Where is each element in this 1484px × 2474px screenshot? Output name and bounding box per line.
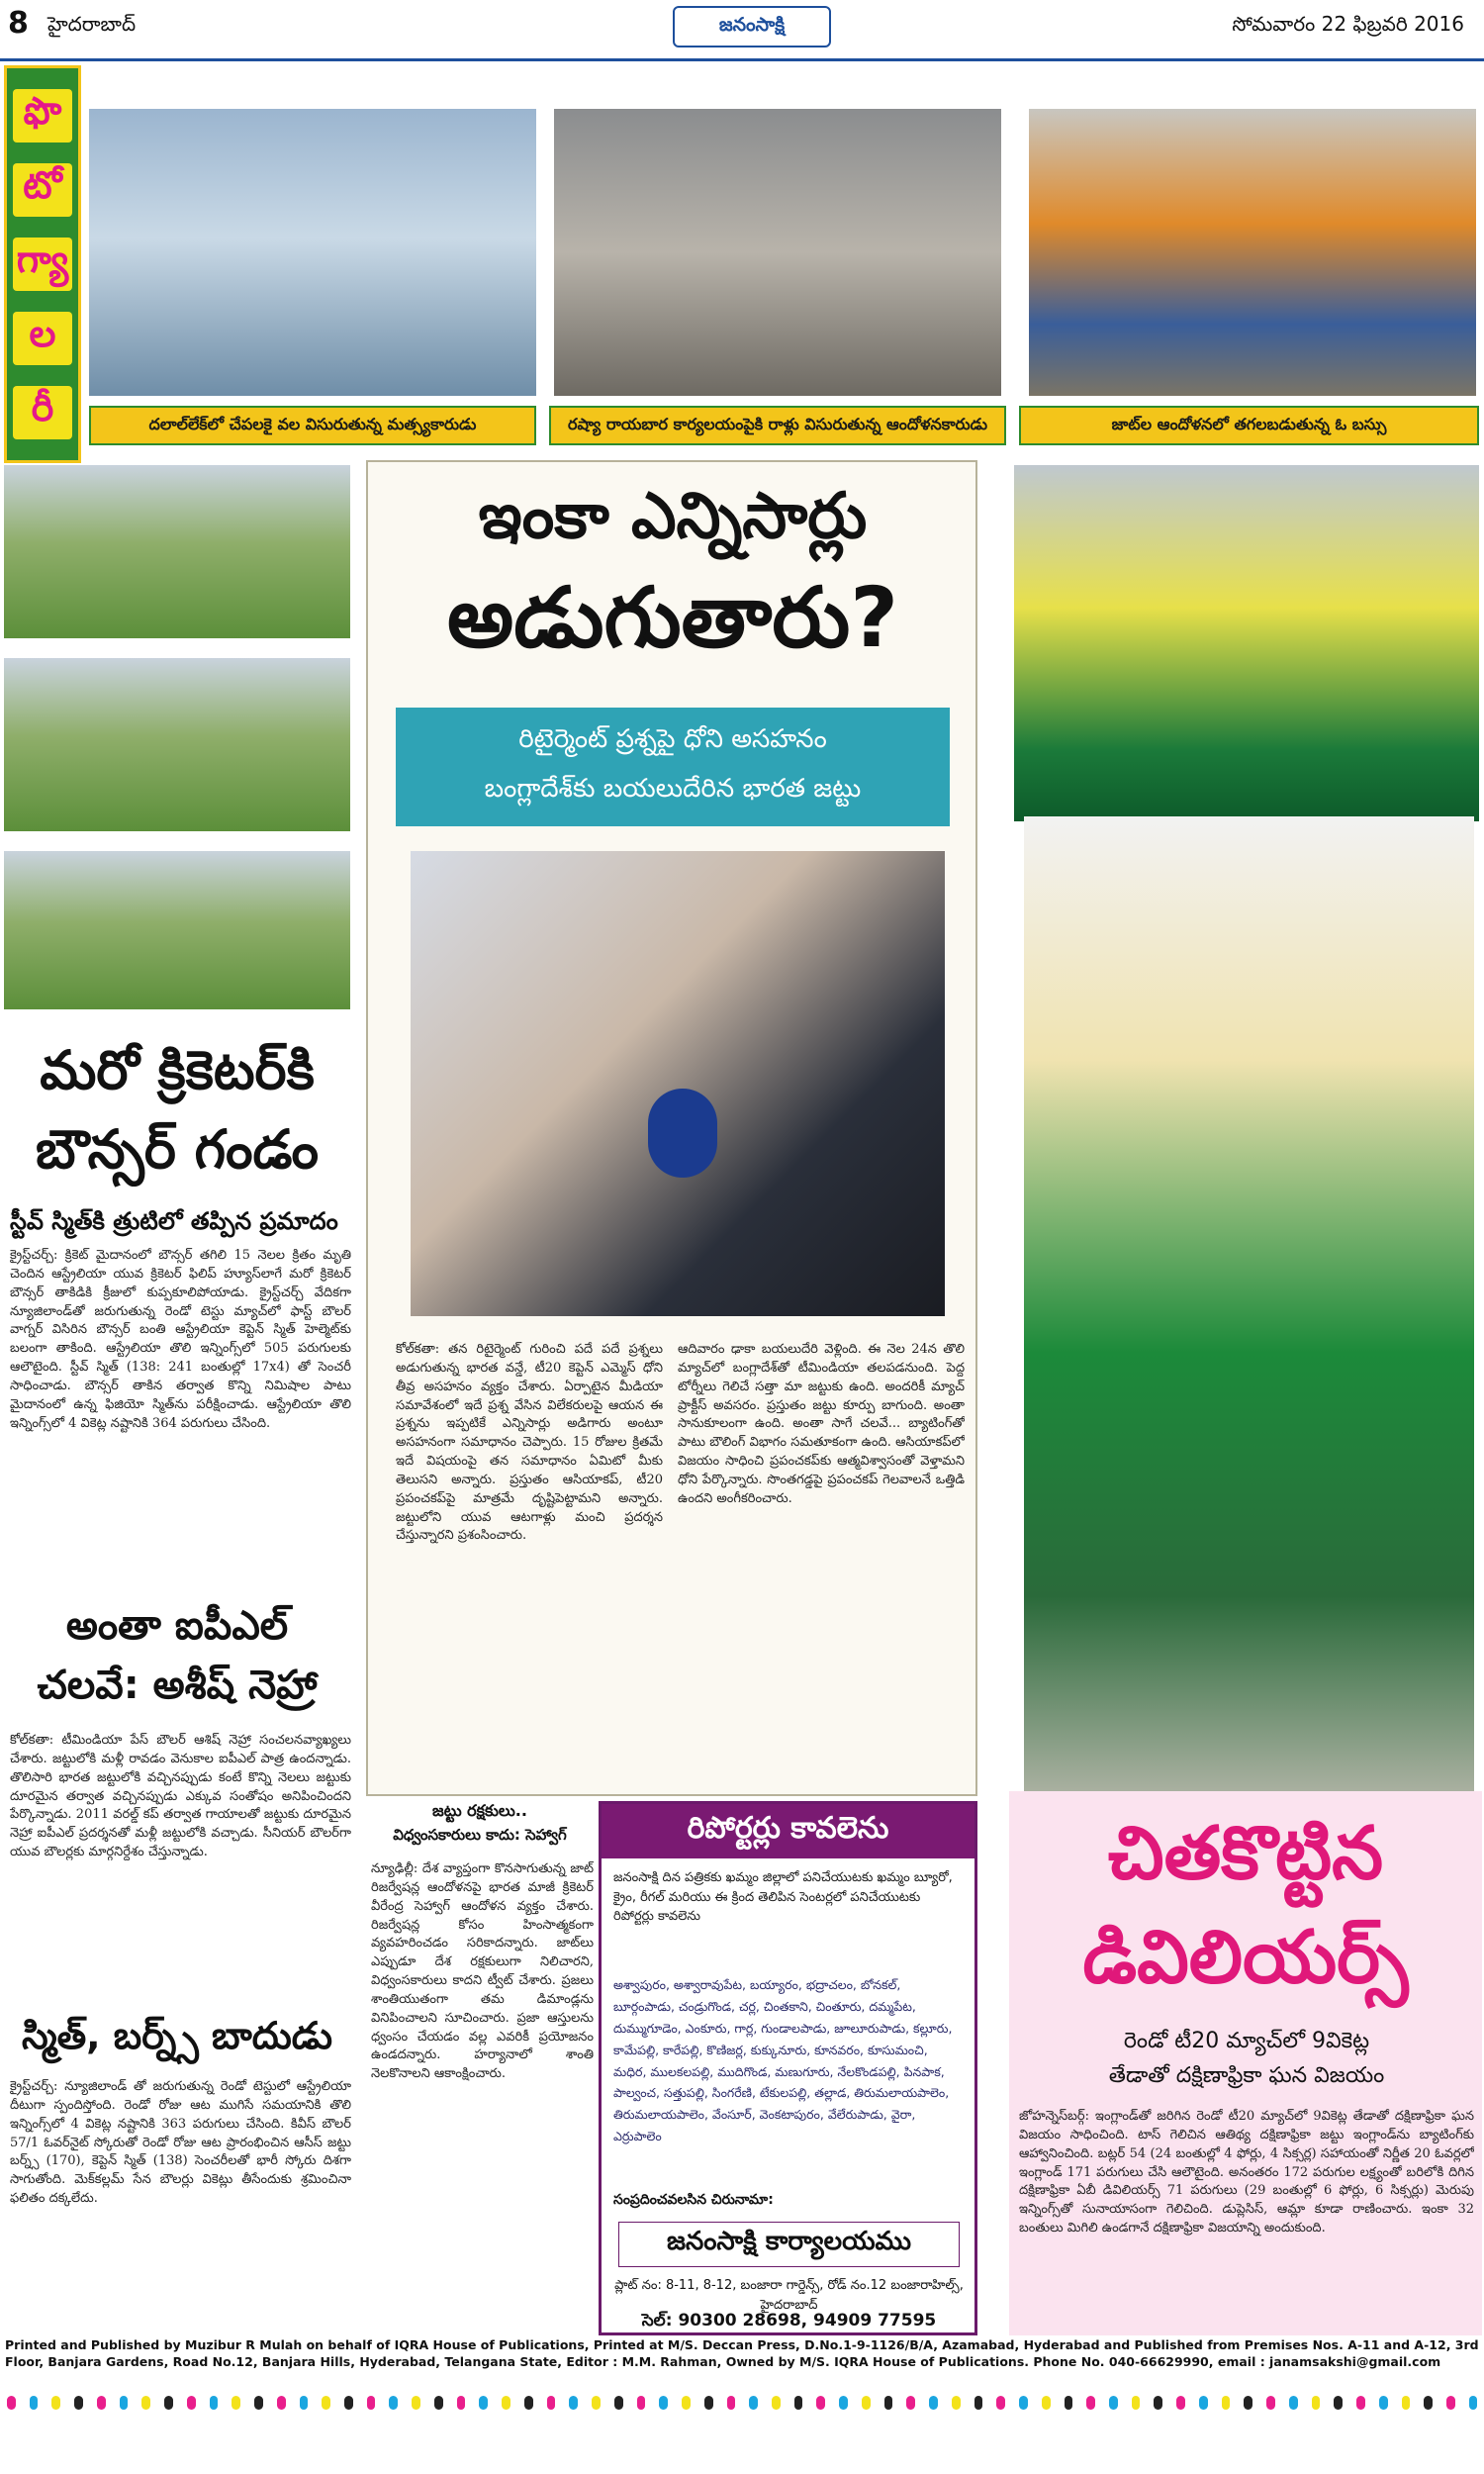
registration-dot <box>929 2396 938 2410</box>
gallery-caption: జాట్‌ల ఆందోళనలో తగలబడుతున్న ఓ బస్సు <box>1019 406 1479 445</box>
registration-dot <box>51 2396 60 2410</box>
registration-dot <box>884 2396 893 2410</box>
registration-dot <box>974 2396 983 2410</box>
protester-photo[interactable] <box>554 109 1001 396</box>
south-africa-team-photo[interactable] <box>1014 465 1479 821</box>
registration-dot <box>1424 2396 1433 2410</box>
nehra-article-body: కోల్‌కతా: టీమిండియా పేస్ బౌలర్ ఆశిష్ నెహ్రా సంచలనవ్యాఖ్యలు చేశారు. జట్టులోకి మళ్లీ రావడం వెనుకాల ఐపీఎల్ పాత్ర ఉందన్నాడు. తొలిసారి భారత జట్టులోకి వచ్చినప్పుడు కంటే కొన్ని నెలలు జట్టుకు దూరమైన తర్వాత వచ్చినప్పుడు ఎక్కువ సంతోషం అనిపించిందని పేర్కొన్నాడు. 2011 వరల్డ్ కప్ తర్వాత గాయాలతో జట్టుకు దూరమైన నెహ్రా ఐపీఎల్ ప్రదర్శనతో మళ్లీ జట్టులోకి వచ్చాడు. సీనియర్ బౌలర్‌గా యువ బౌలర్లకు మార్గనిర్దేశం చేస్తున్నాడు. <box>10 1733 351 1860</box>
registration-dot <box>277 2396 286 2410</box>
registration-dot <box>1042 2396 1051 2410</box>
registration-dot <box>1244 2396 1252 2410</box>
registration-dot <box>7 2396 16 2410</box>
registration-dot <box>97 2396 106 2410</box>
registration-dot <box>232 2396 240 2410</box>
page-number: 8 <box>8 6 29 41</box>
fisherman-photo[interactable] <box>89 109 536 396</box>
registration-dot <box>1469 2396 1478 2410</box>
sehwag-headline: జట్టు రక్షకులు.. <box>432 1801 527 1820</box>
nehra-headline-line1: అంతా ఐపీఎల్ <box>65 1603 289 1649</box>
registration-dot <box>727 2396 736 2410</box>
registration-dot <box>637 2396 646 2410</box>
registration-dot <box>1199 2396 1208 2410</box>
registration-dot <box>457 2396 466 2410</box>
registration-dot <box>1402 2396 1411 2410</box>
lead-subheadline-banner <box>396 708 950 826</box>
registration-dot <box>1132 2396 1141 2410</box>
registration-dot <box>524 2396 533 2410</box>
de-villiers-subheadline-line1: రెండో టీ20 మ్యాచ్‌లో 9వికెట్ల <box>1123 2029 1370 2053</box>
registration-dot <box>749 2396 758 2410</box>
ad-contact-label: సంప్రదించవలసిన చిరునామా: <box>613 2192 774 2208</box>
smith-burns-article-body: క్రైస్ట్‌చర్చ్: న్యూజిలాండ్ తో జరుగుతున్న రెండో టెస్టులో ఆస్ట్రేలియా దీటుగా స్పందిస్తోంది. రెండో రోజు ఆట ముగిసే సమయానికి తొలి ఇన్నింగ్స్‌లో 4 వికెట్ల నష్టానికి 363 పరుగులు చేసింది. కివీస్ బౌలర్ 57/1 ఓవర్‌నైట్ స్కోరుతో రెండో రోజు ఆట ప్రారంభించిన ఆసీస్ జట్టు బర్న్స్ (170), కెప్టెన్ స్మిత్ (138) సెంచరీలతో భారీ స్కోరు దిశగా సాగుతోంది. మెక్‌కల్లమ్ సేన బౌలర్లు వికెట్లు తీసేందుకు శ్రమించినా ఫలితం దక్కలేదు. <box>10 2079 351 2207</box>
smith-photo-3[interactable] <box>4 851 350 1009</box>
registration-dot <box>164 2396 173 2410</box>
registration-dot <box>1312 2396 1321 2410</box>
smith-photo-1[interactable] <box>4 465 350 638</box>
newspaper-logo[interactable] <box>673 6 831 48</box>
sehwag-article-body: న్యూఢిల్లీ: దేశ వ్యాప్తంగా కొనసాగుతున్న జాట్ రిజర్వేషన్ల ఆందోళనపై భారత మాజీ క్రికెటర్ వీరేంద్ర సెహ్వాగ్ ఆందోళన వ్యక్తం చేశారు. రిజర్వేషన్ల కోసం హింసాత్మకంగా వ్యవహరించడం సరికాదన్నారు. జాట్‌లు ఎప్పుడూ దేశ రక్షకులుగా నిలిచారని, విధ్వంసకారులు కాదని ట్వీట్ చేశారు. ప్రజలు శాంతియుతంగా తమ డిమాండ్లను వినిపించాలని సూచించారు. ప్రజా ఆస్తులను ధ్వంసం చేయడం వల్ల ఎవరికీ ప్రయోజనం ఉండదన్నారు. హర్యానాలో శాంతి నెలకొనాలని ఆకాంక్షించారు. <box>371 1861 594 2082</box>
sehwag-subheadline: విధ్వంసకారులు కాదు: సెహ్వాగ్ <box>393 1826 567 1844</box>
ad-places-list: అశ్వాపురం, అశ్వారావుపేట, బయ్యారం, భద్రాచలం, బోనకల్, బూర్గంపాడు, చండ్రుగొండ, చర్ల, చింతకాని, చింతూరు, దమ్మపేట, దుమ్ముగూడెం, ఎంకూరు, గార్ల, గుండాలపాడు, జూలూరుపాడు, కల్లూరు, కామేపల్లి, కారేపల్లి, కొణిజర్ల, కుక్కునూరు, కూనవరం, కూసుమంచి, మధిర, ములకలపల్లి, ముదిగొండ, మణుగూరు, నేలకొండపల్లి, పినపాక, పాల్వంచ, సత్తుపల్లి, సింగరేణి, టేకులపల్లి, తల్లాడ, తిరుమలాయపాలెం, తిరుమలాయపాలెం, వేంసూర్, వెంకటాపురం, వేలేరుపాడు, వైరా, ఎర్రుపాలెం <box>613 1977 953 2144</box>
registration-dot <box>1222 2396 1231 2410</box>
registration-dot <box>254 2396 263 2410</box>
registration-dot <box>367 2396 376 2410</box>
registration-dot <box>141 2396 150 2410</box>
de-villiers-batting-photo[interactable] <box>1024 816 1474 1791</box>
gallery-letter: ఫొ <box>13 89 72 143</box>
microphone-icon <box>648 1089 717 1178</box>
smith-photo-2[interactable] <box>4 658 350 831</box>
registration-dot <box>1356 2396 1365 2410</box>
gallery-letter: ల <box>13 312 72 365</box>
registration-dot <box>434 2396 443 2410</box>
registration-dot <box>300 2396 309 2410</box>
registration-dot <box>1379 2396 1388 2410</box>
registration-dot <box>479 2396 488 2410</box>
dhoni-photo[interactable] <box>411 851 945 1316</box>
registration-dot <box>1446 2396 1455 2410</box>
registration-dot <box>74 2396 83 2410</box>
registration-dot <box>682 2396 691 2410</box>
bouncer-headline-line2: బౌన్సర్ గండం <box>35 1118 320 1181</box>
gallery-letter: గ్యా <box>13 238 72 291</box>
burning-bus-photo[interactable] <box>1029 109 1476 396</box>
print-registration-colorbar <box>0 2395 1484 2411</box>
registration-dot <box>322 2396 330 2410</box>
registration-dot <box>1176 2396 1185 2410</box>
gallery-caption: దలాల్‌లేక్‌లో చేపలకై వల విసురుతున్న మత్స్యకారుడు <box>89 406 536 445</box>
gallery-letter: రీ <box>13 386 72 439</box>
ad-address: ప్లాట్ నం: 8-11, 8-12, బంజారా గార్డెన్స్, రోడ్ నం.12 బంజారాహిల్స్, హైదరాబాద్ <box>614 2278 964 2313</box>
registration-dot <box>862 2396 871 2410</box>
bouncer-subheadline: స్టీవ్ స్మిత్‌కి త్రుటిలో తప్పిన ప్రమాదం <box>10 1207 338 1235</box>
registration-dot <box>1334 2396 1343 2410</box>
issue-date: సోమవారం 22 ఫిబ్రవరి 2016 <box>1232 12 1464 36</box>
registration-dot <box>906 2396 915 2410</box>
smith-burns-headline: స్మిత్, బర్న్స్ బాదుడు <box>21 2014 333 2057</box>
lead-headline-line1: ఇంకా ఎన్నిసార్లు <box>478 480 868 553</box>
registration-dot <box>569 2396 578 2410</box>
de-villiers-article-body: జోహన్నెస్‌బర్గ్: ఇంగ్లాండ్‌తో జరిగిన రెండో టీ20 మ్యాచ్‌లో 9వికెట్ల తేడాతో దక్షిణాఫ్రికా ఘన విజయం సాధించింది. టాస్ గెలిచిన ఆతిథ్య దక్షిణాఫ్రికా జట్టు ఇంగ్లాండ్‌ను బ్యాటింగ్‌కు ఆహ్వానించింది. బట్లర్ 54 (24 బంతుల్లో 4 ఫోర్లు, 4 సిక్సర్ల) సహాయంతో నిర్ణీత 20 ఓవర్లలో ఇంగ్లాండ్ 171 పరుగులు చేసి ఆలౌటైంది. అనంతరం 172 పరుగుల లక్ష్యంతో బరిలోకి దిగిన దక్షిణాఫ్రికా ఏబీ డివిలియర్స్ 71 పరుగులు (29 బంతుల్లో 6 ఫోర్లు, 6 సిక్సర్లు) మెరుపు ఇన్నింగ్స్‌తో సునాయాసంగా గెలిచింది. డుప్లెసిస్, ఆమ్లా కూడా రాణించారు. ఇంకా 32 బంతులు మిగిలి ఉండగానే దక్షిణాఫ్రికా విజయాన్ని అందుకుంది. <box>1019 2109 1474 2236</box>
registration-dot <box>614 2396 623 2410</box>
registration-dot <box>952 2396 961 2410</box>
registration-dot <box>547 2396 556 2410</box>
lead-article-body-col1: కోల్‌కతా: తన రిటైర్మెంట్ గురించి పదే పదే ప్రశ్నలు అడుగుతున్న భారత వన్డే, టీ20 కెప్టెన్ ఎమ్మెస్ ధోని తీవ్ర అసహనం వ్యక్తం చేశారు. ఏర్పాటైన మీడియా సమావేశంలో ఇదే ప్రశ్న వేసిన విలేకరులపై ఆయన ఈ ప్రశ్నను ఇప్పటికే ఎన్నిసార్లు అడిగారు అంటూ అసహనంగా సమాధానం చెప్పారు. 15 రోజుల క్రితమే ఇదే విషయంపై తన సమాధానం ఏమిటో మీకు తెలుసని అన్నారు. ప్రస్తుతం ఆసియాకప్, టీ20 ప్రపంచకప్‌పై మాత్రమే దృష్టిపెట్టామని అన్నారు. జట్టులోని యువ ఆటగాళ్లు మంచి ప్రదర్శన చేస్తున్నారని ప్రశంసించారు. <box>396 1342 663 1544</box>
lead-article-body-col2: ఆదివారం ఢాకా బయలుదేరి వెళ్లింది. ఈ నెల 24న తొలి మ్యాచ్‌లో బంగ్లాదేశ్‌తో టీమిండియా తలపడనుంది. పెద్ద టోర్నీలు గెలిచే సత్తా మా జట్టుకు ఉంది. అందరికీ మ్యాచ్ ప్రాక్టీస్ అవసరం. ప్రస్తుతం జట్టు కూర్పు బాగుంది. అంతా సానుకూలంగా ఉంది. అంతా సాగే చలవే... బ్యాటింగ్‌తో పాటు బౌలింగ్ విభాగం సమతూకంగా ఉంది. ఆసియాకప్‌లో విజయం సాధించి ప్రపంచకప్‌కు ఆత్మవిశ్వాసంతో వెళ్తామని ధోని పేర్కొన్నారు. సొంతగడ్డపై ప్రపంచకప్ గెలవాలనే ఒత్తిడి ఉందని అంగీకరించారు. <box>678 1342 965 1506</box>
registration-dot <box>816 2396 825 2410</box>
photo-gallery-tab <box>4 65 81 463</box>
nehra-headline-line2: చలవే: అశీష్ నెహ్రా <box>37 1663 318 1708</box>
registration-dot <box>1086 2396 1095 2410</box>
registration-dot <box>772 2396 781 2410</box>
gallery-letter: టో <box>13 163 72 217</box>
bouncer-article-body: క్రైస్ట్‌చర్చ్: క్రికెట్ మైదానంలో బౌన్సర్ తగిలి 15 నెలల క్రితం మృతి చెందిన ఆస్ట్రేలియా యువ క్రికెటర్ ఫిలిప్ హ్యూస్‌లాగే మరో క్రికెటర్ బౌన్సర్ తాకిడికి క్రీజులో కుప్పకూలిపోయాడు. క్రైస్ట్‌చర్చ్ వేదికగా న్యూజిలాండ్‌తో జరుగుతున్న రెండో టెస్టు మ్యాచ్‌లో ఫాస్ట్ బౌలర్ వాగ్నర్ విసిరిన బౌన్సర్ బంతి ఆస్ట్రేలియా కెప్టెన్ స్మిత్ హెల్మెట్‌కు బలంగా తాకింది. ఆస్ట్రేలియా తొలి ఇన్నింగ్స్‌లో 505 పరుగులకు ఆలౌటైంది. స్టీవ్ స్మిత్ (138: 241 బంతుల్లో 17x4) తో సెంచరీ సాధించాడు. బౌన్సర్ తాకిన తర్వాత కొన్ని నిమిషాల పాటు మైదానంలో ఉన్న ఫిజియో స్మిత్‌ను పరీక్షించాడు. ఆస్ట్రేలియా తొలి ఇన్నింగ్స్‌లో 4 వికెట్ల నష్టానికి 364 పరుగులు చేసింది. <box>10 1248 351 1431</box>
registration-dot <box>1019 2396 1028 2410</box>
ad-phone[interactable]: సెల్: 90300 28698, 94909 77595 <box>641 2311 937 2331</box>
registration-dot <box>344 2396 353 2410</box>
registration-dot <box>30 2396 39 2410</box>
gallery-caption: రష్యా రాయబార కార్యలయంపైకి రాళ్లు విసురుతున్న ఆందోళనకారుడు <box>549 406 1006 445</box>
registration-dot <box>996 2396 1005 2410</box>
registration-dot <box>187 2396 196 2410</box>
registration-dot <box>592 2396 601 2410</box>
banner-line: బంగ్లాదేశ్‌కు బయలుదేరిన భారత జట్టు <box>484 774 862 804</box>
ad-office-name: జనంసాక్షి కార్యాలయము <box>618 2222 960 2267</box>
registration-dot <box>839 2396 848 2410</box>
registration-dot <box>1109 2396 1118 2410</box>
registration-dot <box>412 2396 420 2410</box>
lead-headline-line2: అడుగుతారు? <box>447 569 898 666</box>
registration-dot <box>1154 2396 1162 2410</box>
registration-dot <box>502 2396 510 2410</box>
registration-dot <box>704 2396 713 2410</box>
publisher-imprint: Printed and Published by Muzibur R Mulah on behalf of IQRA House of Publications, Printed at M/S. Deccan Press, D.No.1-9-1126/B/A, Azamabad, Hyderabad and Published from Premises Nos. A-11 and A-12, 3rd Floor, Banjara Gardens, Road No.12, Banjara Hills, Hyderabad, Telangana State, Editor : M.M. Rahman, Owned by M/S. IQRA House of Publications. Phone No. 040-66629990, email : janamsakshi@gmail.com <box>5 2337 1479 2369</box>
de-villiers-headline-line2: డివిలియర్స్ <box>1082 1915 1409 2000</box>
registration-dot <box>1266 2396 1275 2410</box>
registration-dot <box>120 2396 129 2410</box>
registration-dot <box>1065 2396 1073 2410</box>
bouncer-headline-line1: మరో క్రికెటర్‌కి <box>40 1039 315 1101</box>
registration-dot <box>1289 2396 1298 2410</box>
ad-title: రిపోర్టర్లు కావలెను <box>602 1804 974 1858</box>
ad-description: జనంసాక్షి దిన పత్రికకు ఖమ్మం జిల్లాలో పనిచేయుటకు ఖమ్మం బ్యూరో, క్రైం, రీగల్ మరియు ఈ క్రింద తెలిపిన సెంటర్లలో పనిచేయుటకు రిపోర్టర్లు కావలెను <box>613 1870 953 1924</box>
logo-text: జనంసాక్షి <box>718 13 786 36</box>
registration-dot <box>210 2396 219 2410</box>
registration-dot <box>389 2396 398 2410</box>
edition-city: హైదరాబాద్ <box>47 12 137 36</box>
registration-dot <box>794 2396 803 2410</box>
de-villiers-subheadline-line2: తేడాతో దక్షిణాఫ్రికా ఘన విజయం <box>1108 2063 1385 2088</box>
de-villiers-headline-line1: చితకొట్టిన <box>1107 1811 1384 1896</box>
banner-line: రిటైర్మెంట్ ప్రశ్నపై ధోని అసహనం <box>518 724 827 754</box>
registration-dot <box>659 2396 668 2410</box>
